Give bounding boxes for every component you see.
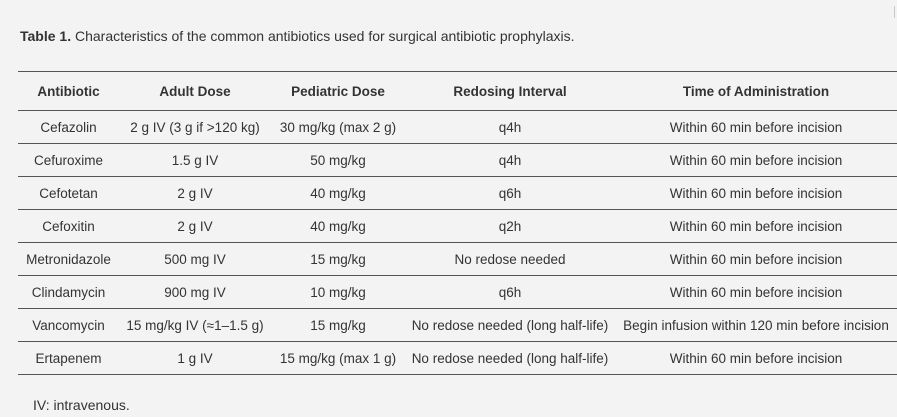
cell-antibiotic: Cefazolin	[40, 119, 97, 135]
cell-antibiotic: Metronidazole	[26, 251, 111, 267]
cell-adult-dose: 1.5 g IV	[171, 152, 219, 168]
table-row	[18, 243, 897, 276]
cell-antibiotic: Cefuroxime	[33, 152, 104, 168]
cell-redosing-interval: q2h	[498, 218, 522, 234]
cell-time-of-administration: Within 60 min before incision	[669, 350, 843, 366]
table-footnote: IV: intravenous.	[33, 397, 130, 413]
cell-pediatric-dose: 40 mg/kg	[310, 218, 366, 234]
antibiotics-table-container	[18, 71, 897, 375]
table-row	[18, 309, 897, 342]
table-row	[18, 342, 897, 375]
cell-time-of-administration: Within 60 min before incision	[669, 218, 843, 234]
table-body	[18, 111, 897, 375]
cell-time-of-administration: Within 60 min before incision	[669, 119, 843, 135]
table-row	[18, 177, 897, 210]
cell-pediatric-dose: 15 mg/kg	[310, 251, 366, 267]
scrollbar-edge	[894, 6, 895, 18]
cell-pediatric-dose: 30 mg/kg (max 2 g)	[279, 119, 397, 135]
cell-redosing-interval: q4h	[498, 119, 522, 135]
column-header-pediatric-dose: Pediatric Dose	[291, 83, 385, 99]
cell-pediatric-dose: 40 mg/kg	[310, 185, 366, 201]
cell-pediatric-dose: 50 mg/kg	[310, 152, 366, 168]
table-row	[18, 276, 897, 309]
column-header-time-of-administration: Time of Administration	[682, 83, 830, 99]
table-row	[18, 210, 897, 243]
cell-adult-dose: 1 g IV	[177, 350, 213, 366]
table-caption-text: Characteristics of the common antibiotics used for surgical antibiotic prophylaxis.	[71, 28, 575, 44]
cell-redosing-interval: No redose needed	[454, 251, 566, 267]
cell-redosing-interval: q6h	[498, 284, 522, 300]
cell-time-of-administration: Begin infusion within 120 min before incision	[623, 317, 889, 333]
cell-antibiotic: Clindamycin	[31, 284, 106, 300]
cell-antibiotic: Cefotetan	[39, 185, 98, 201]
cell-pediatric-dose: 10 mg/kg	[310, 284, 366, 300]
cell-adult-dose: 500 mg IV	[164, 251, 226, 267]
table-header	[18, 72, 897, 111]
cell-adult-dose: 900 mg IV	[164, 284, 226, 300]
cell-redosing-interval: q6h	[498, 185, 522, 201]
table-row	[18, 144, 897, 177]
cell-pediatric-dose: 15 mg/kg	[310, 317, 366, 333]
column-header-antibiotic: Antibiotic	[37, 83, 100, 99]
cell-time-of-administration: Within 60 min before incision	[669, 251, 843, 267]
cell-redosing-interval: q4h	[498, 152, 522, 168]
cell-antibiotic: Cefoxitin	[42, 218, 95, 234]
table-caption-label: Table 1.	[20, 28, 72, 44]
table-row	[18, 111, 897, 144]
cell-adult-dose: 15 mg/kg IV (≈1–1.5 g)	[126, 317, 264, 333]
cell-pediatric-dose: 15 mg/kg (max 1 g)	[279, 350, 397, 366]
cell-adult-dose: 2 g IV	[177, 185, 213, 201]
cell-antibiotic: Ertapenem	[35, 350, 102, 366]
cell-time-of-administration: Within 60 min before incision	[669, 284, 843, 300]
cell-adult-dose: 2 g IV	[177, 218, 213, 234]
cell-time-of-administration: Within 60 min before incision	[669, 185, 843, 201]
cell-adult-dose: 2 g IV (3 g if >120 kg)	[130, 119, 260, 135]
cell-redosing-interval: No redose needed (long half-life)	[411, 317, 609, 333]
table-header-row	[18, 72, 897, 111]
column-header-adult-dose: Adult Dose	[159, 83, 231, 99]
table-caption	[20, 28, 575, 44]
column-header-redosing-interval: Redosing Interval	[453, 83, 567, 99]
cell-redosing-interval: No redose needed (long half-life)	[411, 350, 609, 366]
cell-time-of-administration: Within 60 min before incision	[669, 152, 843, 168]
antibiotics-table	[18, 71, 897, 375]
cell-antibiotic: Vancomycin	[32, 317, 105, 333]
